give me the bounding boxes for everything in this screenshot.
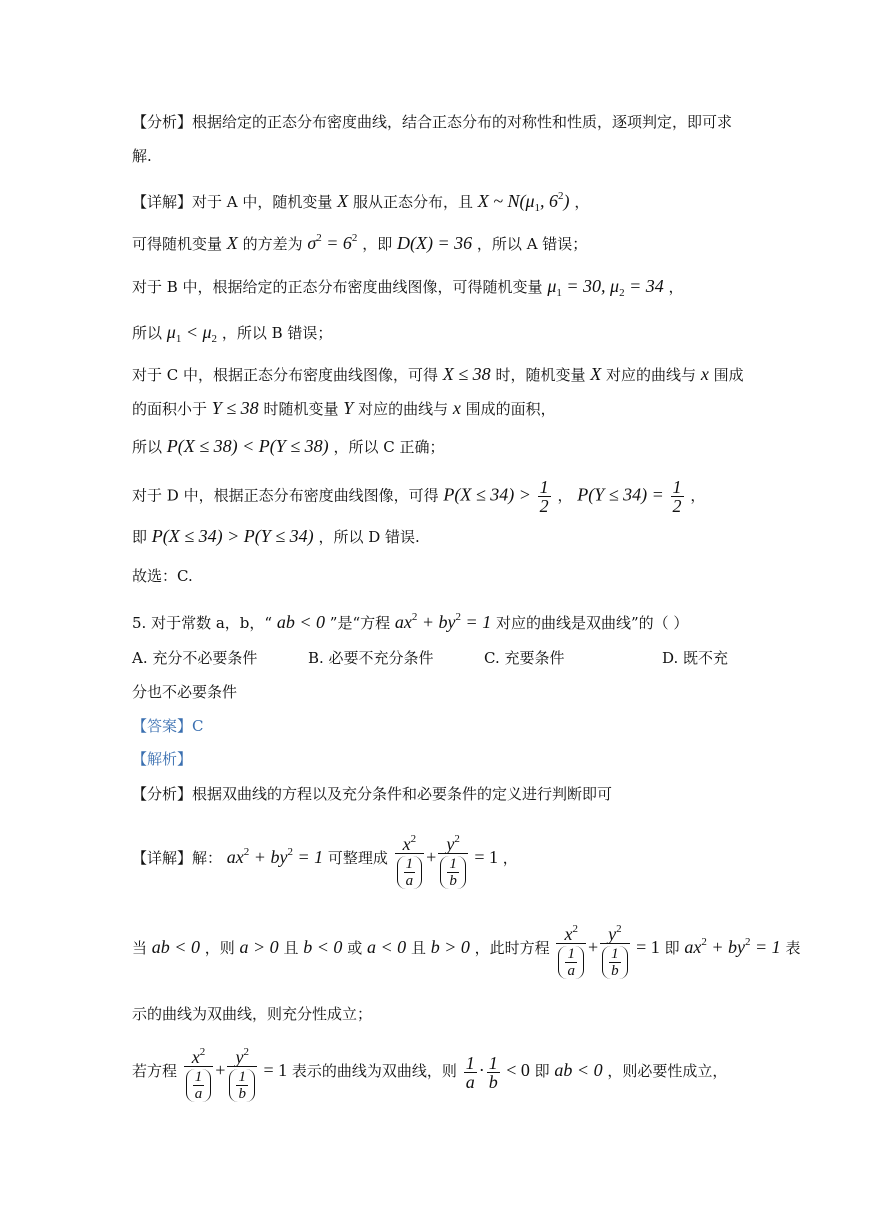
- fraction-y2-over-1b: $\frac{y^2}{\frac{1}{b}}$: [227, 1043, 257, 1102]
- detail-2-line-4: 若方程 $\frac{x^2}{\frac{1}{a}}$ + $\frac{y^2}{\frac{1}{b}}$ = 1 表示的曲线为双曲线，则 $\frac{1}{a}$ · $\frac{1}{b}$ < 0 即 ab < 0 ，则必要性成立，: [132, 1040, 727, 1102]
- equation-ax2-by2: $ax^2 + by^2 = 1$: [226, 846, 324, 867]
- detail-d-conclusion: 即 P(X ≤ 34) > P(Y ≤ 34) ，所以 D 错误.: [132, 526, 420, 546]
- equation-ax2-by2: $ax^2 + by^2 = 1$: [684, 936, 781, 957]
- question-5-stem: 5. 对于常数 a，b，“ ab < 0 ”是“方程 $ax^2 + by^2 = 1$ 对应的曲线是双曲线”的（ ）: [132, 611, 689, 632]
- normal-dist-expr: X ~ $N(\mu_1$, $6^2$): [477, 190, 570, 214]
- choice-conclusion: 故选：C.: [132, 567, 193, 585]
- fraction-1-over-a: $\frac{1}{a}$: [465, 1052, 475, 1092]
- analysis-2-line: 【分析】根据双曲线的方程以及充分条件和必要条件的定义进行判断即可: [132, 785, 613, 803]
- detail-c-line-2: 的面积小于 Y ≤ 38 时随机变量 Y 对应的曲线与 x 围成的面积，: [132, 398, 556, 418]
- option-a: A. 充分不必要条件: [132, 649, 258, 667]
- detail-a-variance-line: 可得随机变量 X 的方差为 $\sigma^2 = 6^2$ ，即 D(X) = 36 ，所以 A 错误；: [132, 232, 588, 253]
- fraction-x2-over-1a: $\frac{x^2}{\frac{1}{a}}$: [556, 920, 586, 979]
- detail-b-line: 对于 B 中，根据给定的正态分布密度曲线图像，可得随机变量 $\mu_1 = 30$, $\mu_2 = 34$ ，: [132, 276, 684, 299]
- half-fraction: $\frac{1}{2}$: [672, 477, 682, 516]
- analysis-line-1: 【分析】根据给定的正态分布密度曲线，结合正态分布的对称性和性质，逐项判定，即可求: [132, 113, 733, 131]
- fraction-1-over-b: $\frac{1}{b}$: [488, 1052, 498, 1092]
- parse-label: 【解析】: [132, 750, 193, 768]
- detail-c-conclusion: 所以 P(X ≤ 38) < P(Y ≤ 38) ，所以 C 正确；: [132, 436, 445, 456]
- analysis-line-2: 解.: [132, 147, 152, 165]
- answer-label: 【答案】C: [132, 717, 204, 735]
- detail-b-conclusion: 所以 $\mu_1 < \mu_2$ ，所以 B 错误；: [132, 322, 333, 345]
- detail-2-line-1: 【详解】解： $ax^2 + by^2 = 1$ 可整理成 $\frac{x^2}{\frac{1}{a}}$ + $\frac{y^2}{\frac{1}{b}}$ = 1 ，: [132, 822, 518, 889]
- fraction-y2-over-1b: $\frac{y^2}{\frac{1}{b}}$: [438, 830, 468, 889]
- mu-values: $\mu_1 = 30$, $\mu_2 = 34$: [547, 276, 664, 299]
- detail-2-line-2: 当 ab < 0 ，则 a > 0 且 b < 0 或 a < 0 且 b > 0 ，此时方程 $\frac{x^2}{\frac{1}{a}}$ + $\frac{y^2}{\frac{1}{b}}$ = 1 即 $ax^2 + by^2 = 1$ 表: [132, 912, 800, 979]
- option-d-continued: 分也不必要条件: [132, 683, 238, 701]
- option-c: C. 充要条件: [484, 649, 565, 667]
- option-b: B. 必要不充分条件: [308, 649, 434, 667]
- sigma-expr: $\sigma^2 = 6^2$: [307, 232, 358, 253]
- fraction-x2-over-1a: $\frac{x^2}{\frac{1}{a}}$: [184, 1043, 214, 1102]
- fraction-x2-over-1a: $\frac{x^2}{\frac{1}{a}}$: [395, 830, 425, 889]
- detail-d-line: 对于 D 中，根据正态分布密度曲线图像，可得 P(X ≤ 34) > $\frac{1}{2}$ ， P(Y ≤ 34) = $\frac{1}{2}$ ，: [132, 477, 706, 516]
- option-d: D. 既不充: [662, 649, 729, 667]
- detail-2-line-3: 示的曲线为双曲线，则充分性成立；: [132, 1005, 373, 1023]
- mu-compare: $\mu_1 < \mu_2$: [166, 322, 218, 345]
- detail-a-line: 【详解】对于 A 中，随机变量 X 服从正态分布，且 X ~ $N(\mu_1$, $6^2$) ，: [132, 190, 590, 214]
- equation-ax2-by2: $ax^2 + by^2 = 1$: [394, 611, 492, 632]
- fraction-y2-over-1b: $\frac{y^2}{\frac{1}{b}}$: [600, 920, 630, 979]
- detail-c-line-1: 对于 C 中，根据正态分布密度曲线图像，可得 X ≤ 38 时，随机变量 X 对应的曲线与 x 围成: [132, 364, 744, 384]
- half-fraction: $\frac{1}{2}$: [539, 477, 549, 516]
